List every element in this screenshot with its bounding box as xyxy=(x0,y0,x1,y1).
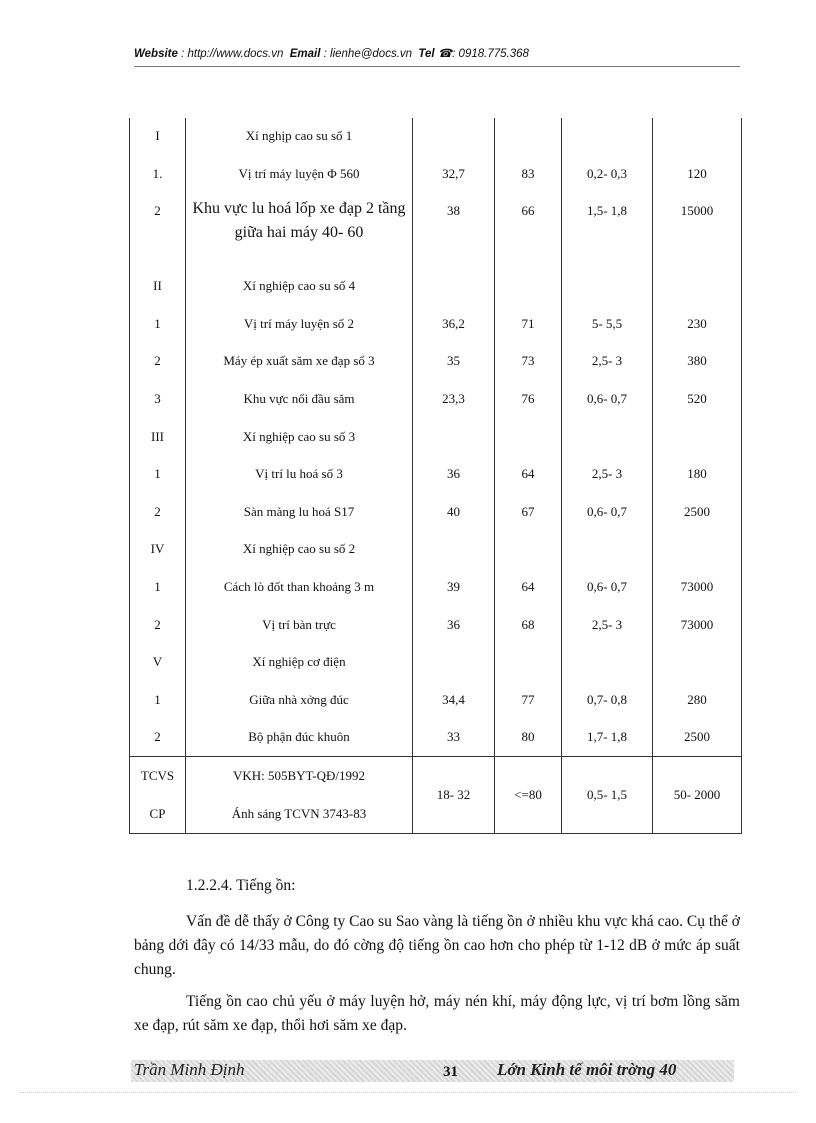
footer-course: Lớn Kinh tế môi trờng 40 xyxy=(497,1060,677,1079)
table-cell-c2: 36 xyxy=(413,456,495,494)
website-url[interactable]: : http://www.docs.vn xyxy=(181,48,284,60)
standard-name-cell xyxy=(186,757,413,834)
table-cell-c2: 39 xyxy=(413,569,495,607)
footer-author: Trần Minh Định xyxy=(134,1060,245,1079)
table-row xyxy=(130,118,742,156)
table-cell-c4: 0,2- 0,3 xyxy=(562,156,653,194)
table-cell-c5: 73000 xyxy=(653,569,742,607)
table-cell-c3: 73 xyxy=(495,343,562,381)
page-footer xyxy=(131,1060,734,1082)
table-cell-c3: 64 xyxy=(495,456,562,494)
table-row xyxy=(130,419,742,457)
table-row xyxy=(130,494,742,532)
table-cell-c4: 0,6- 0,7 xyxy=(562,381,653,419)
table-row xyxy=(130,381,742,419)
table-cell-c0: 1. xyxy=(130,156,186,194)
table-cell-c3: 67 xyxy=(495,494,562,532)
table-cell-c2 xyxy=(413,118,495,156)
table-cell-c5: 380 xyxy=(653,343,742,381)
table-row xyxy=(130,343,742,381)
table-cell-c2: 40 xyxy=(413,494,495,532)
table-cell-c1: Máy ép xuất săm xe đạp số 3 xyxy=(186,343,413,381)
standard-c5-cell xyxy=(653,757,742,834)
table-cell-c2: 36 xyxy=(413,607,495,645)
table-cell-c0: V xyxy=(130,644,186,682)
table-cell-c1: Giữa nhà xởng đúc xyxy=(186,682,413,720)
table-cell-c2 xyxy=(413,644,495,682)
tel-number: : 0918.775.368 xyxy=(452,48,529,60)
table-cell-c0: 2 xyxy=(130,343,186,381)
table-cell-c3: 71 xyxy=(495,306,562,344)
table-cell-c2: 23,3 xyxy=(413,381,495,419)
table-cell-c4: 0,6- 0,7 xyxy=(562,494,653,532)
standard-c4-cell xyxy=(562,757,653,834)
table-cell-c5: 2500 xyxy=(653,719,742,757)
tel-label: Tel xyxy=(418,48,435,60)
table-cell-c1: Bộ phận đúc khuôn xyxy=(186,719,413,757)
table-row xyxy=(130,569,742,607)
table-row xyxy=(130,531,742,569)
table-cell-c1: Xí nghiệp cơ điện xyxy=(186,644,413,682)
table-cell-c3 xyxy=(495,644,562,682)
table-cell-c3: 77 xyxy=(495,682,562,720)
table-cell-c2 xyxy=(413,268,495,306)
table-cell-c0: 1 xyxy=(130,682,186,720)
table-cell-c0: IV xyxy=(130,531,186,569)
page-number: 31 xyxy=(443,1064,458,1080)
table-cell-c5: 180 xyxy=(653,456,742,494)
table-cell-c0: 2 xyxy=(130,607,186,645)
table-cell-c0: 1 xyxy=(130,569,186,607)
table-cell-c5 xyxy=(653,644,742,682)
table-cell-c1: Khu vực nối đầu săm xyxy=(186,381,413,419)
table-cell-c4: 1,5- 1,8 xyxy=(562,193,653,268)
table-cell-c4: 2,5- 3 xyxy=(562,456,653,494)
standard-c4: 0,5- 1,5 xyxy=(586,787,628,803)
section-heading: 1.2.2.4. Tiếng ồn: xyxy=(186,877,296,894)
table-cell-c5: 120 xyxy=(653,156,742,194)
table-row xyxy=(130,268,742,306)
table-cell-c4 xyxy=(562,268,653,306)
table-cell-c1: Xí nghiệp cao su số 4 xyxy=(186,268,413,306)
table-cell-c3: 68 xyxy=(495,607,562,645)
table-cell-c3: 83 xyxy=(495,156,562,194)
table-cell-c0: II xyxy=(130,268,186,306)
table-cell-c5 xyxy=(653,268,742,306)
table-cell-c0: III xyxy=(130,419,186,457)
table-cell-c2: 33 xyxy=(413,719,495,757)
table-row xyxy=(130,306,742,344)
table-cell-c1: Xí nghiệp cao su số 2 xyxy=(186,531,413,569)
standard-row xyxy=(130,757,742,834)
bottom-divider xyxy=(20,1092,796,1093)
email-address[interactable]: : lienhe@docs.vn xyxy=(323,48,413,60)
table-cell-c1: Khu vực lu hoá lốp xe đạp 2 tầng giữa hai máy 40- 60 xyxy=(186,193,413,268)
header-divider xyxy=(134,66,740,67)
table-cell-c2: 34,4 xyxy=(413,682,495,720)
standard-c5: 50- 2000 xyxy=(673,787,721,803)
table-cell-c0: 2 xyxy=(130,719,186,757)
table-cell-c1: Xí nghịp cao su số 1 xyxy=(186,118,413,156)
table-cell-c3: 80 xyxy=(495,719,562,757)
paragraph-1: Vấn đề dễ thấy ở Công ty Cao su Sao vàng là tiếng ồn ở nhiều khu vực khá cao. Cụ thể ở bảng dới đây có 14/33 mẫu, do đó cờng độ tiếng ồn cao hơn cho phép từ 1-12 dB ở mức áp suất chung. xyxy=(134,913,740,978)
table-cell-c5 xyxy=(653,118,742,156)
table-cell-c3 xyxy=(495,118,562,156)
table-cell-c4 xyxy=(562,531,653,569)
table-cell-c0: 1 xyxy=(130,456,186,494)
table-cell-c2: 32,7 xyxy=(413,156,495,194)
table-cell-c1: Vị trí máy luyện Φ 560 xyxy=(186,156,413,194)
table-cell-c1: Vị trí bàn trực xyxy=(186,607,413,645)
table-cell-c0: 2 xyxy=(130,494,186,532)
table-cell-c4: 0,7- 0,8 xyxy=(562,682,653,720)
table-cell-c5: 73000 xyxy=(653,607,742,645)
standard-code-bottom: CP xyxy=(149,806,166,822)
table-cell-c4 xyxy=(562,419,653,457)
table-row xyxy=(130,456,742,494)
standard-c2-cell xyxy=(413,757,495,834)
table-cell-c1: Xí nghiệp cao su số 3 xyxy=(186,419,413,457)
standard-name-bottom: Ánh sáng TCVN 3743-83 xyxy=(231,806,367,822)
table-cell-c0: 2 xyxy=(130,193,186,268)
table-cell-c3: 66 xyxy=(495,193,562,268)
table-cell-c4: 5- 5,5 xyxy=(562,306,653,344)
table-cell-c2: 36,2 xyxy=(413,306,495,344)
table-cell-c1: Sàn màng lu hoá S17 xyxy=(186,494,413,532)
table-cell-c0: 3 xyxy=(130,381,186,419)
table-cell-c4 xyxy=(562,118,653,156)
page-header xyxy=(134,46,529,60)
table-row xyxy=(130,156,742,194)
table-cell-c3: 76 xyxy=(495,381,562,419)
table-cell-c0: 1 xyxy=(130,306,186,344)
table-cell-c5 xyxy=(653,419,742,457)
standard-c2: 18- 32 xyxy=(436,787,471,803)
table-cell-c4: 0,6- 0,7 xyxy=(562,569,653,607)
table-cell-c5 xyxy=(653,531,742,569)
section-text xyxy=(134,874,740,1046)
table-cell-c2 xyxy=(413,531,495,569)
table-cell-c2: 38 xyxy=(413,193,495,268)
standard-c3: <=80 xyxy=(514,787,542,803)
table-row xyxy=(130,644,742,682)
table-cell-c3 xyxy=(495,419,562,457)
table-cell-c5: 2500 xyxy=(653,494,742,532)
website-label: Website xyxy=(134,48,178,60)
table-row xyxy=(130,193,742,268)
paragraph-2: Tiếng ồn cao chủ yếu ở máy luyện hở, máy nén khí, máy động lực, vị trí bơm lồng săm xe đạp, rút săm xe đạp, thổi hơi săm xe đạp. xyxy=(134,993,740,1034)
table-cell-c4: 2,5- 3 xyxy=(562,343,653,381)
table-cell-c1: Vị trí lu hoá số 3 xyxy=(186,456,413,494)
table-cell-c2: 35 xyxy=(413,343,495,381)
table-cell-c1: Cách lò đốt than khoảng 3 m xyxy=(186,569,413,607)
table-row xyxy=(130,607,742,645)
measurement-table xyxy=(129,118,742,834)
email-label: Email xyxy=(289,48,321,60)
table-row xyxy=(130,719,742,757)
table-cell-c5: 15000 xyxy=(653,193,742,268)
table-cell-c3: 64 xyxy=(495,569,562,607)
standard-name-top: VKH: 505BYT-QĐ/1992 xyxy=(232,768,366,784)
standard-code-top: TCVS xyxy=(140,768,175,784)
table-cell-c5: 230 xyxy=(653,306,742,344)
standard-c3-cell xyxy=(495,757,562,834)
table-cell-c5: 280 xyxy=(653,682,742,720)
table-cell-c3 xyxy=(495,268,562,306)
table-row xyxy=(130,682,742,720)
table-cell-c3 xyxy=(495,531,562,569)
standard-code-cell xyxy=(130,757,186,834)
table-cell-c4 xyxy=(562,644,653,682)
table-cell-c4: 2,5- 3 xyxy=(562,607,653,645)
phone-icon: ☎ xyxy=(437,48,453,60)
table-cell-c4: 1,7- 1,8 xyxy=(562,719,653,757)
table-cell-c2 xyxy=(413,419,495,457)
table-cell-c5: 520 xyxy=(653,381,742,419)
table-cell-c1: Vị trí máy luyện số 2 xyxy=(186,306,413,344)
table-cell-c0: I xyxy=(130,118,186,156)
